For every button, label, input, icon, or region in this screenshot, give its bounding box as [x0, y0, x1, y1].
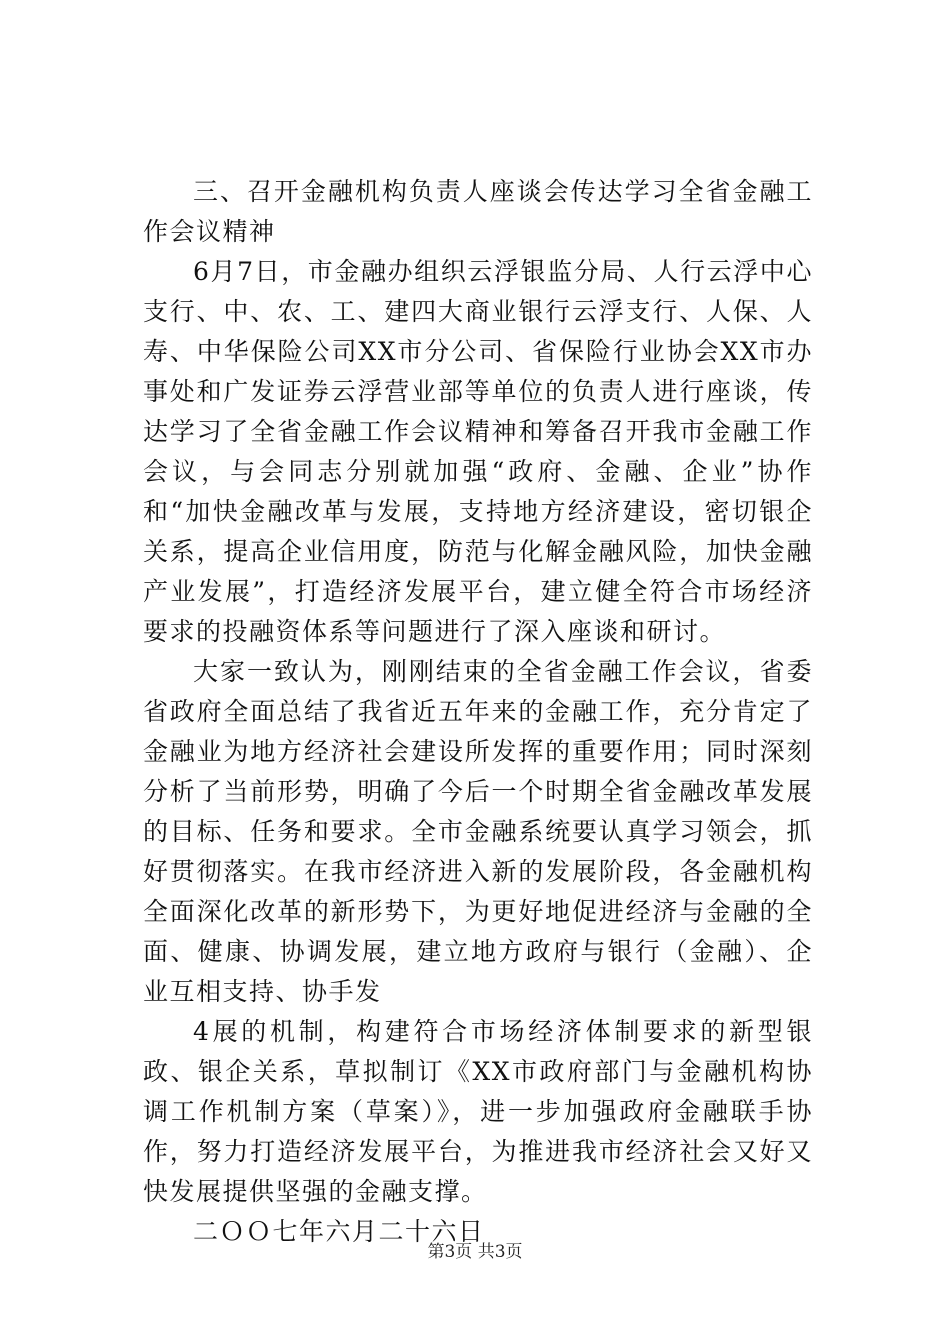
page-number: 第3页 共3页 — [427, 1242, 523, 1262]
paragraph-mechanism: 4展的机制，构建符合市场经济体制要求的新型银政、银企关系，草拟制订《XX市政府部门与金融机构协调工作机制方案（草案）》，进一步加强政府金融联手协作，努力打造经济发展平台，为推进我市经济社会又好又快发展提供坚强的金融支撑。 — [143, 1017, 813, 1206]
document-body — [143, 172, 813, 1252]
paragraph-consensus: 大家一致认为，刚刚结束的全省金融工作会议，省委省政府全面总结了我省近五年来的金融工作，充分肯定了金融业为地方经济社会建设所发挥的重要作用；同时深刻分析了当前形势，明确了今后一个时期全省金融改革发展的目标、任务和要求。全市金融系统要认真学习领会，抓好贯彻落实。在我市经济进入新的发展阶段，各金融机构全面深化改革的新形势下，为更好地促进经济与金融的全面、健康、协调发展，建立地方政府与银行（金融）、企业互相支持、协手发 — [143, 657, 813, 1006]
paragraph-meeting: 6月7日，市金融办组织云浮银监分局、人行云浮中心支行、中、农、工、建四大商业银行云浮支行、人保、人寿、中华保险公司XX市分公司、省保险行业协会XX市办事处和广发证券云浮营业部等单位的负责人进行座谈，传达学习了全省金融工作会议精神和筹备召开我市金融工作会议，与会同志分别就加强“政府、金融、企业”协作和“加快金融改革与发展，支持地方经济建设，密切银企关系，提高企业信用度，防范与化解金融风险，加快金融产业发展”，打造经济发展平台，建立健全符合市场经济要求的投融资体系等问题进行了深入座谈和研讨。 — [143, 257, 813, 646]
section-heading: 三、召开金融机构负责人座谈会传达学习全省金融工作会议精神 — [143, 177, 813, 246]
document-date: 二ＯＯ七年六月二十六日 — [193, 1217, 485, 1246]
